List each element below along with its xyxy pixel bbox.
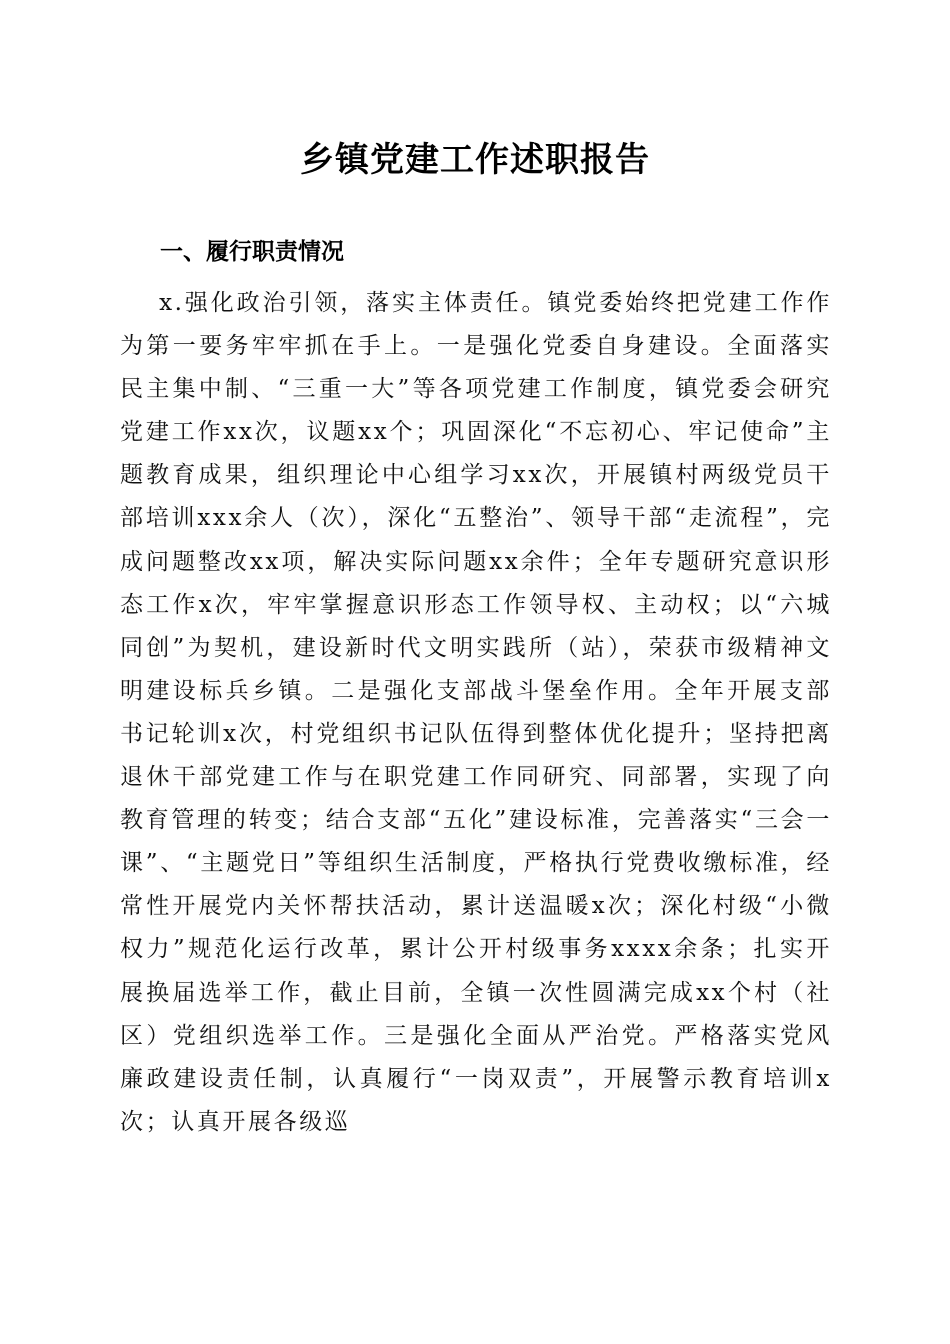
body-paragraph: x.强化政治引领，落实主体责任。镇党委始终把党建工作作为第一要务牢牢抓在手上。一是强化党委自身建设。全面落实民主集中制、“三重一大”等各项党建工作制度，镇党委会研究党建工作xx次，议题xx个；巩固深化“不忘初心、牢记使命”主题教育成果，组织理论中心组学习xx次，开展镇村两级党员干部培训xxx余人（次），深化“五整治”、领导干部“走流程”，完成问题整改xx项，解决实际问题xx余件；全年专题研究意识形态工作x次，牢牢掌握意识形态工作领导权、主动权；以“六城同创”为契机，建设新时代文明实践所（站），荣获市级精神文明建设标兵乡镇。二是强化支部战斗堡垒作用。全年开展支部书记轮训x次，村党组织书记队伍得到整体优化提升；坚持把离退休干部党建工作与在职党建工作同研究、同部署，实现了向教育管理的转变；结合支部“五化”建设标准，完善落实“三会一课”、“主题党日”等组织生活制度，严格执行党费收缴标准，经常性开展党内关怀帮扶活动，累计送温暖x次；深化村级“小微权力”规范化运行改革，累计公开村级事务xxxx余条；扎实开展换届选举工作，截止目前，全镇一次性圆满完成xx个村（社区）党组织选举工作。三是强化全面从严治党。严格落实党风廉政建设责任制，认真履行“一岗双责”，开展警示教育培训x次；认真开展各级巡	[120, 290, 832, 1135]
section-heading: 一、履行职责情况	[160, 239, 344, 265]
document-title: 乡镇党建工作述职报告	[300, 140, 650, 180]
